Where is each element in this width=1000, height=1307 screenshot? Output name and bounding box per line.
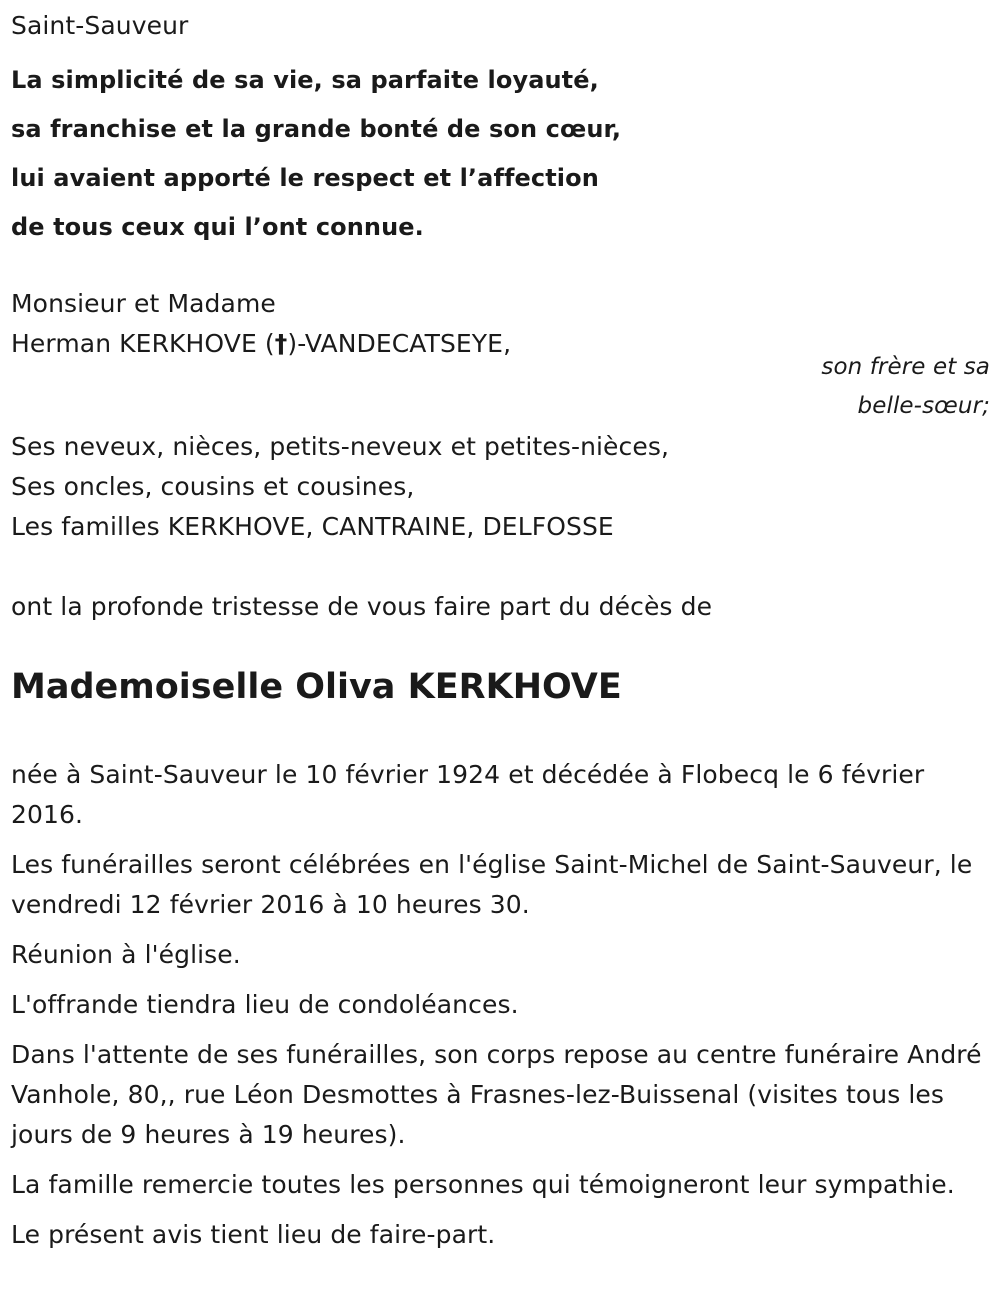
details-section <box>11 755 986 1265</box>
family-line: Les familles KERKHOVE, CANTRAINE, DELFOSSE <box>11 512 614 541</box>
quote-line: de tous ceux qui l’ont connue. <box>11 213 424 241</box>
place-name: Saint-Sauveur <box>11 11 189 40</box>
cross-icon: † <box>274 329 288 358</box>
mourners-parents <box>11 284 511 364</box>
funeral-paragraph: Les funérailles seront célébrées en l'église Saint-Michel de Saint-Sauveur, le vendredi 12 février 2016 à 10 heures 30. <box>11 850 973 919</box>
quote-line: lui avaient apporté le respect et l’affection <box>11 164 599 192</box>
visitation-paragraph: Dans l'attente de ses funérailles, son corps repose au centre funéraire André Vanhole, 80,, rue Léon Desmottes à Frasnes-lez-Buissenal (visites tous les jours de 9 heures à 19 heures). <box>11 1040 982 1149</box>
deceased-name: Mademoiselle Oliva KERKHOVE <box>11 667 622 707</box>
epitaph-quote <box>11 56 621 252</box>
condolences-paragraph: L'offrande tiendra lieu de condoléances. <box>11 990 519 1019</box>
parents-name-end: )-VANDECATSEYE, <box>287 329 512 358</box>
quote-line: sa franchise et la grande bonté de son cœur, <box>11 115 622 143</box>
meeting-paragraph: Réunion à l'église. <box>11 940 241 969</box>
parents-name <box>11 324 511 364</box>
parents-title: Monsieur et Madame <box>11 289 276 318</box>
mourners-family <box>11 427 669 547</box>
relation-line: son frère et sa <box>821 354 990 380</box>
family-line: Ses oncles, cousins et cousines, <box>11 472 415 501</box>
parents-name-start: Herman KERKHOVE ( <box>11 329 275 358</box>
birth-death-paragraph: née à Saint-Sauveur le 10 février 1924 et décédée à Flobecq le 6 février 2016. <box>11 760 925 829</box>
notice-paragraph: Le présent avis tient lieu de faire-part. <box>11 1220 496 1249</box>
family-line: Ses neveux, nièces, petits-neveux et petites-nièces, <box>11 432 670 461</box>
relation-line: belle-sœur; <box>857 393 990 419</box>
relationship-note <box>821 348 990 426</box>
thanks-paragraph: La famille remercie toutes les personnes qui témoigneront leur sympathie. <box>11 1170 955 1199</box>
quote-line: La simplicité de sa vie, sa parfaite loyauté, <box>11 66 599 94</box>
announcement-text: ont la profonde tristesse de vous faire part du décès de <box>11 592 713 621</box>
